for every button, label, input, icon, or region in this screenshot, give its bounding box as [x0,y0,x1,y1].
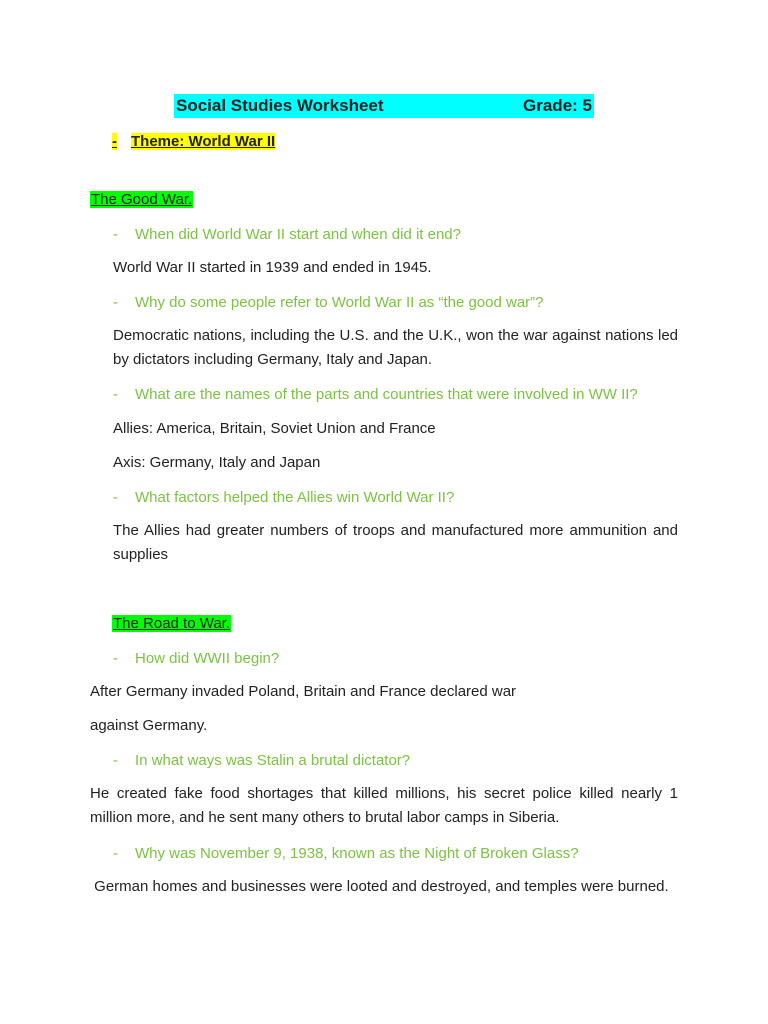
worksheet-title-bar [174,94,594,118]
question-text: When did World War II start and when did it end? [135,226,461,243]
question-text: How did WWII begin? [135,650,280,667]
answer-3b: Axis: Germany, Italy and Japan [113,454,321,471]
question-dash: - [113,386,118,403]
answer-3a: Allies: America, Britain, Soviet Union and France [113,420,436,437]
worksheet-title: Social Studies Worksheet [176,96,384,115]
section-heading: The Good War. [91,191,193,208]
question-text: Why do some people refer to World War II as “the good war”? [135,294,544,311]
question-dash: - [113,226,118,243]
question-5 [113,649,279,669]
answer-2: Democratic nations, including the U.S. and the U.K., won the war against nations led by dictators including Germany, Italy and Japan. [113,327,678,368]
theme-dash: - [112,133,117,150]
section-heading-good-war [90,190,193,210]
question-dash: - [113,294,118,311]
answer-1: World War II started in 1939 and ended in 1945. [113,259,432,276]
question-dash: - [113,752,118,769]
question-dash: - [113,650,118,667]
answer-7: German homes and businesses were looted and destroyed, and temples were burned. [90,878,669,895]
answer-4: The Allies had greater numbers of troops and manufactured more ammunition and supplies [113,522,678,563]
theme-line [112,131,275,153]
question-text: What factors helped the Allies win World War II? [135,489,455,506]
section-heading: The Road to War. [113,615,230,632]
grade-label: Grade: 5 [523,96,592,115]
theme-label: Theme: World War II [131,133,276,150]
question-6 [113,751,410,771]
answer-6: He created fake food shortages that killed millions, his secret police killed nearly 1 million more, and he sent many others to brutal labor camps in Siberia. [90,785,678,826]
answer-5b: against Germany. [90,717,208,734]
question-4 [113,488,454,508]
question-text: In what ways was Stalin a brutal dictator? [135,752,411,769]
question-dash: - [113,845,118,862]
section-heading-road-to-war [112,614,231,634]
question-2 [113,293,544,313]
question-1 [113,225,461,245]
question-7 [113,844,579,864]
question-3 [113,385,638,405]
question-text: Why was November 9, 1938, known as the Night of Broken Glass? [135,845,579,862]
question-text: What are the names of the parts and countries that were involved in WW II? [135,386,638,403]
answer-5a: After Germany invaded Poland, Britain and France declared war [90,683,517,700]
question-dash: - [113,489,118,506]
